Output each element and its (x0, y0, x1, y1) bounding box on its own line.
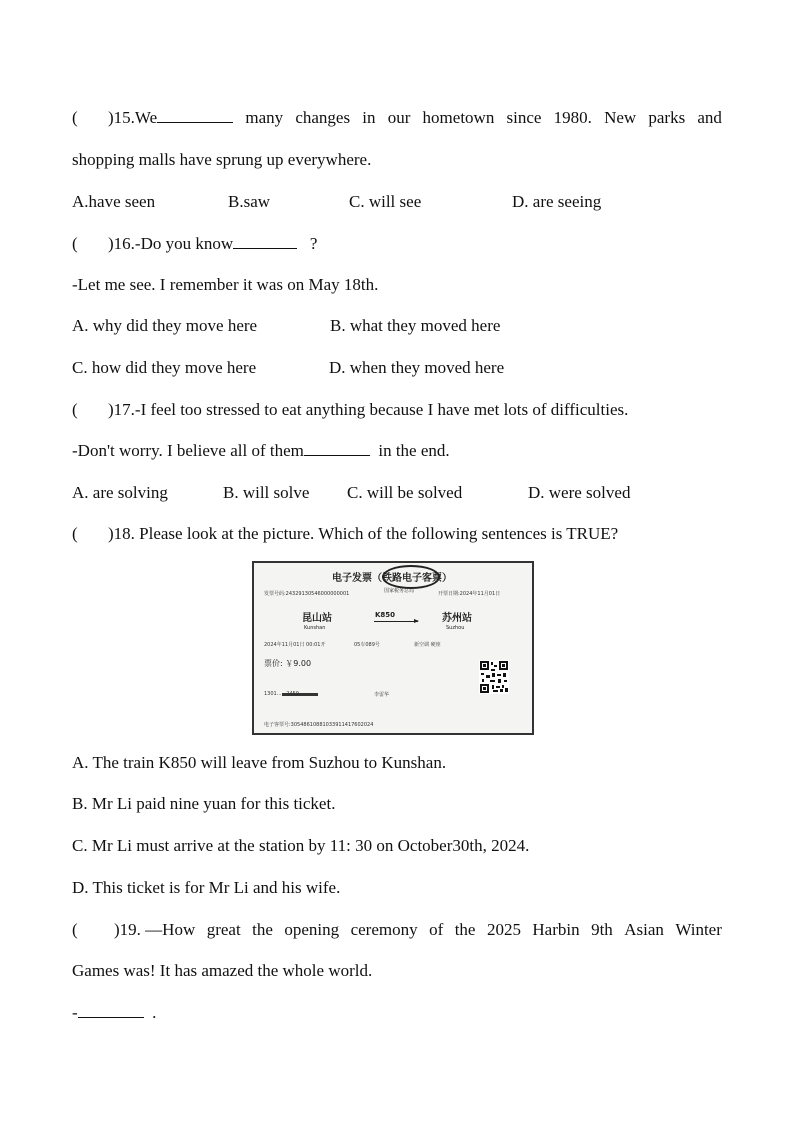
q18-option-c[interactable]: C. Mr Li must arrive at the station by 11: 30 on October30th, 2024. (72, 836, 530, 855)
train-ticket-image (252, 561, 534, 735)
q17-option-c[interactable]: C. will be solved (347, 483, 463, 502)
ticket-train-number: K850 (375, 611, 396, 619)
q17-option-b[interactable]: B. will solve (223, 483, 310, 502)
ticket-car-seat: 05车089号 (354, 642, 380, 648)
ticket-price: 票价: ￥9.00 (264, 659, 312, 668)
q19-line3: - . (72, 1003, 157, 1022)
q16-stem: ( )16.-Do you know ? (72, 234, 318, 253)
q18-stem: ( )18. Please look at the picture. Which of the following sentences is TRUE? (72, 524, 619, 543)
ticket-id-number: 1301......2459 (264, 691, 299, 697)
ticket-from-pinyin: Kunshan (304, 625, 326, 631)
q17-answer-blank[interactable] (304, 441, 370, 456)
ticket-to-station: 苏州站 (442, 613, 472, 624)
q18-option-a[interactable]: A. The train K850 will leave from Suzhou to Kunshan. (72, 753, 447, 772)
ticket-stamp-text: 国家税务总局 (384, 588, 415, 594)
q15-number: ( )15.We (72, 107, 233, 129)
q17-option-d[interactable]: D. were solved (528, 483, 631, 502)
ticket-seat-class: 新空调 硬座 (414, 642, 441, 648)
q15-option-b[interactable]: B.saw (228, 192, 271, 211)
q19-line2: Games was! It has amazed the whole world. (72, 961, 373, 980)
q19-line1: ( )19. —How great the opening ceremony of the 2025 Harbin 9th Asian Winter (72, 920, 722, 939)
q16-option-c[interactable]: C. how did they move here (72, 358, 257, 377)
q16-option-b[interactable]: B. what they moved here (330, 316, 501, 335)
ticket-from-station: 昆山站 (302, 613, 332, 624)
q19-answer-blank[interactable] (78, 1003, 144, 1018)
q16-line2: -Let me see. I remember it was on May 18th. (72, 275, 379, 294)
q16-option-d[interactable]: D. when they moved here (329, 358, 505, 377)
q15-line2: shopping malls have sprung up everywhere. (72, 150, 372, 169)
q15-line1: ( )15.We many changes in our hometown since 1980. New parks and (72, 108, 722, 127)
qr-code-icon (479, 660, 509, 694)
ticket-title: 电子发票（铁路电子客票） (332, 573, 452, 584)
q17-option-a[interactable]: A. are solving (72, 483, 168, 502)
ticket-invoice-no: 发票号码:24329130546000000001 (264, 591, 350, 597)
q15-option-a[interactable]: A.have seen (72, 192, 156, 211)
q17-line2: -Don't worry. I believe all of them in the end. (72, 441, 450, 460)
q16-answer-blank[interactable] (233, 234, 297, 249)
q15-option-d[interactable]: D. are seeing (512, 192, 602, 211)
ticket-e-ticket-no: 电子客票号:30548610881033911417602024 (264, 722, 374, 728)
ticket-date-time: 2024年11月01日 00:01开 (264, 642, 326, 648)
q17-stem: ( )17.-I feel too stressed to eat anything because I have met lots of difficulties. (72, 400, 629, 419)
q18-option-d[interactable]: D. This ticket is for Mr Li and his wife. (72, 878, 341, 897)
q16-option-a[interactable]: A. why did they move here (72, 316, 258, 335)
ticket-to-pinyin: Suzhou (446, 625, 465, 631)
q18-option-b[interactable]: B. Mr Li paid nine yuan for this ticket. (72, 794, 336, 813)
q15-option-c[interactable]: C. will see (349, 192, 422, 211)
ticket-issue-date: 开票日期:2024年11月01日 (438, 591, 501, 597)
ticket-passenger-name: 李雷华 (374, 692, 390, 698)
arrow-right-icon (374, 621, 418, 622)
q15-answer-blank[interactable] (157, 108, 233, 123)
q19-number: ( )19. —How (72, 920, 196, 939)
